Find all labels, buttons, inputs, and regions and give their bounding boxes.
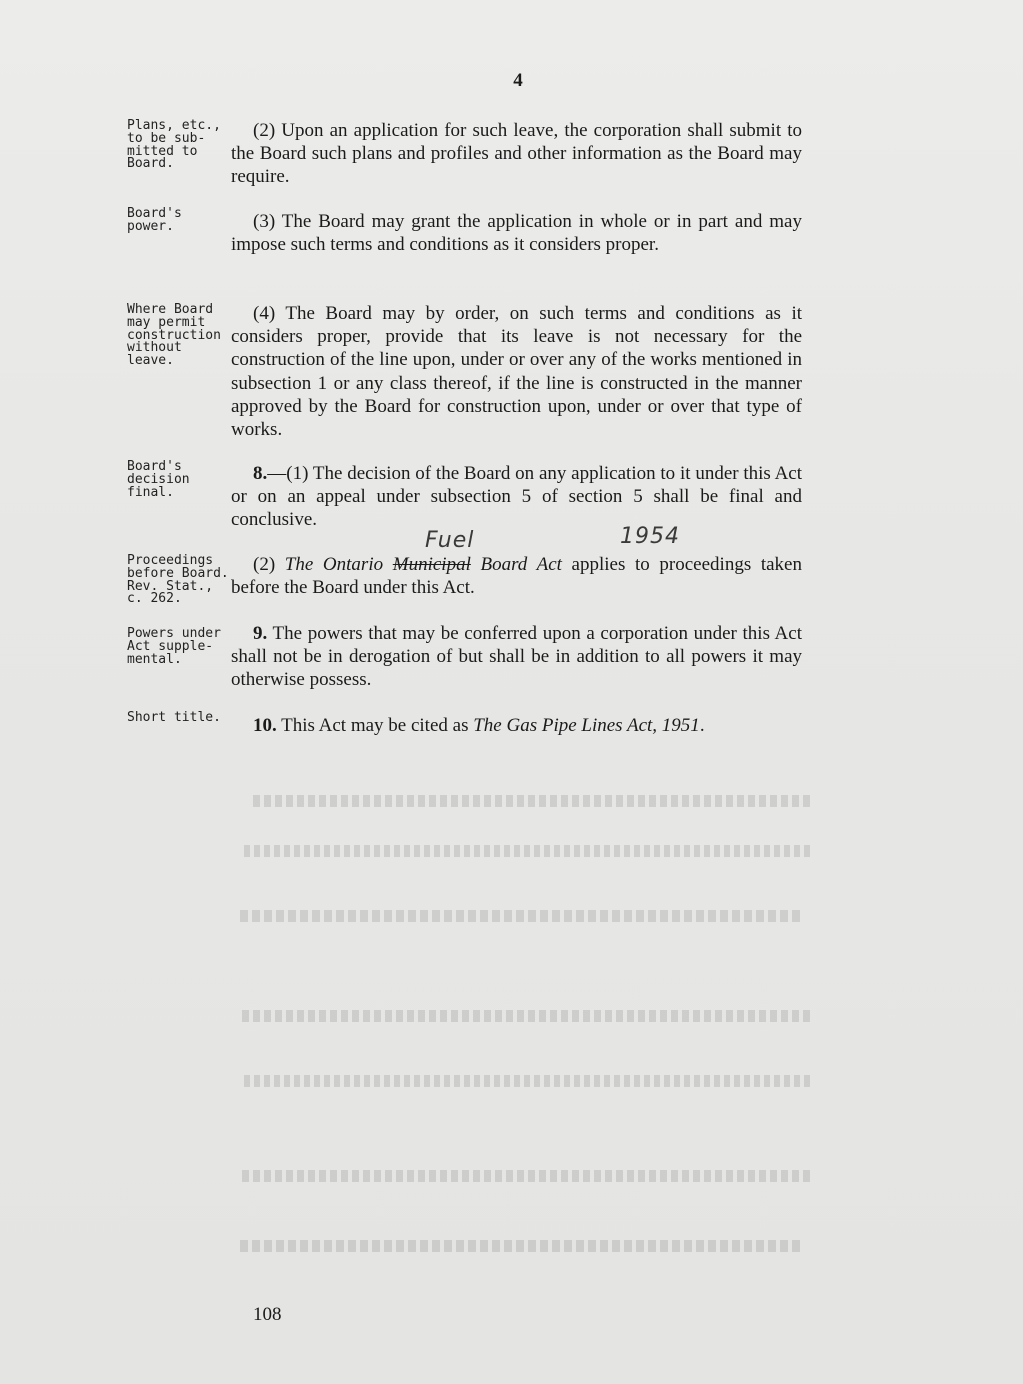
subsection-7-2-text: (2) Upon an application for such leave, the corporation shall submit to the Board such plans and profiles and other information as the Board may require.: [231, 120, 802, 188]
section-9-number: 9.: [253, 623, 268, 644]
subsection-7-3-text: (3) The Board may grant the application in whole or in part and may impose such terms and conditions as it considers proper.: [231, 211, 802, 256]
subsection-7-4: [231, 302, 802, 441]
section-8-2: [231, 553, 802, 599]
section-10-period: .: [699, 715, 705, 736]
margin-note-short-title: Short title.: [127, 710, 221, 725]
margin-note-without-leave: Where Board may permit construction without leave.: [127, 302, 221, 369]
page-number: 4: [513, 70, 523, 91]
section-8-2-prefix: (2): [253, 554, 285, 575]
section-10-number: 10.: [253, 715, 277, 736]
subsection-7-3: [231, 210, 802, 256]
margin-note-plans: Plans, etc., to be sub- mitted to Board.: [127, 118, 221, 172]
margin-note-proceedings: Proceedings before Board. Rev. Stat., c. 262.: [127, 553, 229, 607]
handwritten-fuel: Fuel: [425, 528, 475, 553]
subsection-7-4-text: (4) The Board may by order, on such terms and conditions as it considers proper, provide that its leave is not necessary for the construction of the line upon, under or over any of the works mentioned in subsection 1 or any class thereof, if the line is constructed in the manner approved by the Board for construction upon, under or over that type of works.: [231, 303, 802, 441]
subsection-7-2: [231, 119, 802, 189]
act-name-a: The Ontario: [284, 554, 393, 575]
margin-note-powers: Powers under Act supple- mental.: [127, 626, 221, 667]
short-title-text: The Gas Pipe Lines Act, 1951: [473, 715, 700, 736]
struck-word: Municipal: [392, 554, 471, 575]
handwritten-year: 1954: [620, 524, 680, 549]
margin-note-decision-final: Board's decision final.: [127, 459, 190, 500]
act-name-b: Board Act: [470, 554, 562, 575]
footer-page-number: 108: [253, 1304, 282, 1325]
margin-note-boards-power: Board's power.: [127, 206, 182, 234]
section-8-2-text: applies to proceedings taken before the Board under this Act.: [231, 554, 802, 599]
section-8-1: [231, 462, 802, 532]
section-9-text: The powers that may be conferred upon a corporation under this Act shall not be in derogation of but shall be in addition to all powers it may otherwise possess.: [231, 623, 802, 691]
section-9: [231, 622, 802, 692]
section-10-text: This Act may be cited as: [276, 715, 474, 736]
section-8-1-text: —(1) The decision of the Board on any application to it under this Act or on an appeal under subsection 5 of section 5 shall be final and conclusive.: [231, 463, 802, 531]
section-8-number: 8.: [253, 463, 268, 484]
section-10: [231, 714, 802, 737]
